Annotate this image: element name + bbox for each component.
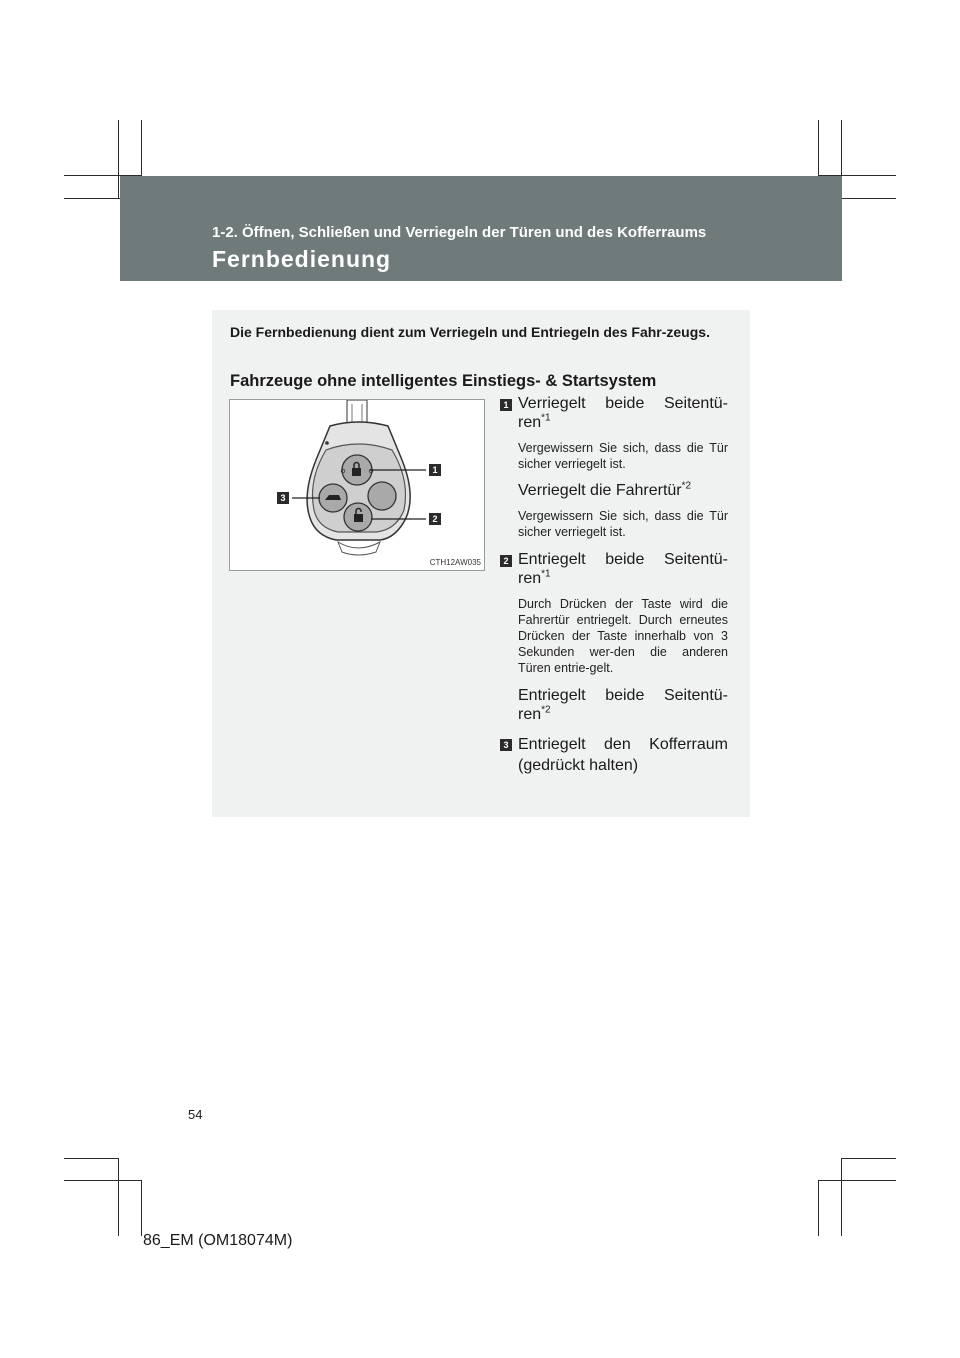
page-title: Fernbedienung xyxy=(212,246,392,272)
remote-key-figure xyxy=(229,399,485,571)
item-note: Vergewissern Sie sich, dass die Tür sicher verriegelt ist. xyxy=(518,509,728,539)
section-label: 1-2. Öffnen, Schließen und Verriegeln der Türen und des Kofferraums xyxy=(212,224,707,241)
callout-3: 3 xyxy=(277,492,289,504)
item-note: Durch Drücken der Taste wird die Fahrertür entriegelt. Durch erneutes Drücken der Taste innerhalb von 3 Sekunden wer-den die anderen Türen entrie-gelt. xyxy=(518,597,728,675)
remote-key-illustration xyxy=(230,400,486,572)
intro-text: Die Fernbedienung dient zum Verriegeln und Entriegeln des Fahr-zeugs. xyxy=(230,324,710,340)
callout-1: 1 xyxy=(429,464,441,476)
crop-mark xyxy=(64,1158,119,1159)
item-note: Vergewissern Sie sich, dass die Tür sicher verriegelt ist. xyxy=(518,441,728,471)
document-code: 86_EM (OM18074M) xyxy=(143,1232,293,1249)
footnote-marker: *1 xyxy=(541,568,551,580)
list-item xyxy=(500,394,728,540)
crop-mark xyxy=(841,198,896,199)
item-entry: Entriegelt beide Seitentü-ren$^{*1}$ xyxy=(518,551,728,587)
crop-mark xyxy=(64,1180,142,1181)
list-item xyxy=(500,550,728,724)
crop-mark xyxy=(118,1158,119,1236)
crop-mark xyxy=(841,1158,896,1159)
item-entry: Entriegelt den Kofferraum (gedrückt halten) xyxy=(518,736,728,774)
crop-mark xyxy=(841,1158,842,1236)
content-box xyxy=(212,310,750,817)
footnote-marker: *1 xyxy=(541,412,551,424)
item-entry: Verriegelt beide Seitentü-ren$^{*1}$ xyxy=(518,395,728,431)
subheading: Fahrzeuge ohne intelligentes Einstiegs- & Startsystem xyxy=(230,372,657,390)
item-number: 1 xyxy=(500,399,512,411)
crop-mark xyxy=(818,1180,896,1181)
page-number: 54 xyxy=(188,1107,203,1122)
button-description-list xyxy=(500,394,728,776)
item-number: 3 xyxy=(500,739,512,751)
list-item xyxy=(500,734,728,776)
footnote-marker: *2 xyxy=(681,480,692,492)
item-entry: Verriegelt die Fahrertür$^{*2}$ xyxy=(518,480,692,499)
figure-code: CTH12AW035 xyxy=(429,558,481,567)
footnote-marker: *2 xyxy=(541,704,551,716)
item-entry: Entriegelt beide Seitentü-ren$^{*2}$ xyxy=(518,687,728,723)
crop-mark xyxy=(64,198,120,199)
crop-mark xyxy=(818,1180,819,1236)
crop-mark xyxy=(141,1180,142,1236)
item-number: 2 xyxy=(500,555,512,567)
chapter-header xyxy=(120,176,842,281)
callout-2: 2 xyxy=(429,513,441,525)
crop-mark xyxy=(118,120,119,198)
